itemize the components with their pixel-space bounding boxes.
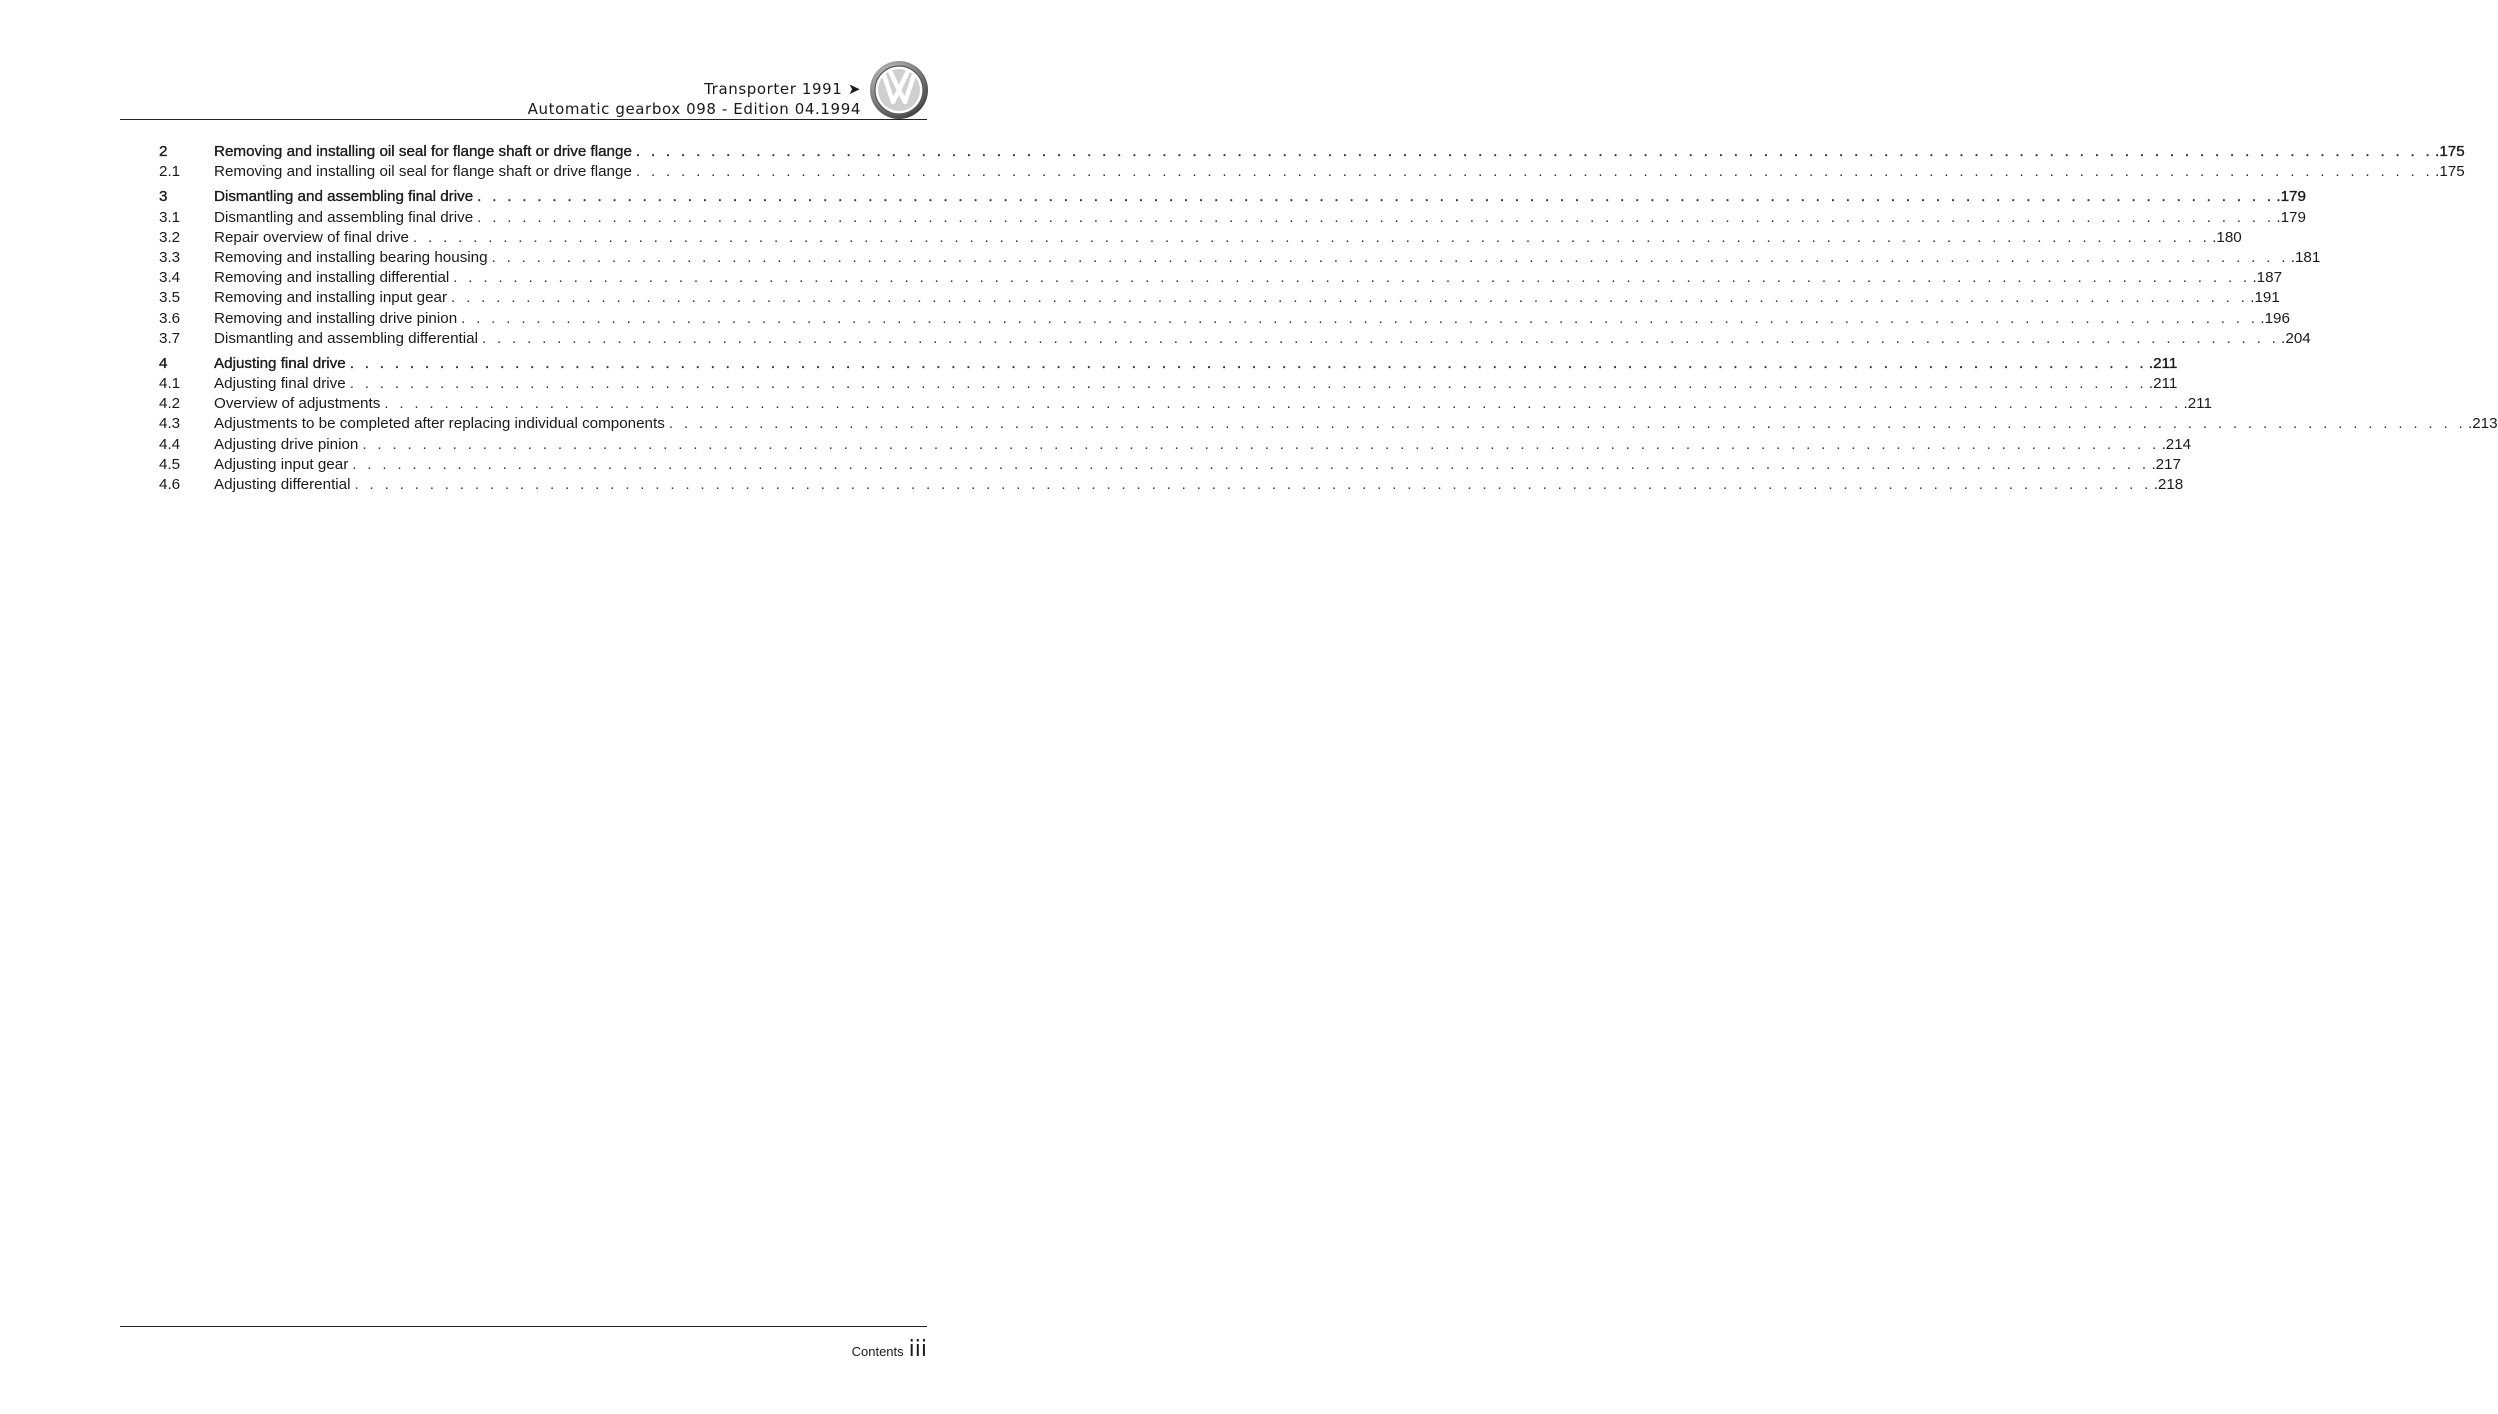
header-model-line: Transporter 1991 ➤: [704, 80, 861, 98]
toc-entry-number: 3.2: [159, 228, 181, 246]
toc-entry-page[interactable]: .187: [2252, 269, 2283, 287]
toc-entry-page[interactable]: .211: [2148, 354, 2178, 372]
toc-entry-number: 4.5: [159, 455, 181, 473]
toc-dot-leader: . . . . . . . . . . . . . . . . . . . . . . . . . . . . . . . . . . . . . . . . . . . . . . . . . . . . . . . . . . . . . . . . . . . . . . . . . . . . . . . . . . . . . . . . . . . . . . . . . . . . . . . . . . . . . . . . . . . . . . . .: [362, 435, 2160, 453]
toc-dot-leader: . . . . . . . . . . . . . . . . . . . . . . . . . . . . . . . . . . . . . . . . . . . . . . . . . . . . . . . . . . . . . . . . . . . . . . . . . . . . . . . . . . . . . . . . . . . . . . . . . . . . . . . . . . . . . . . . . . . . . . . .: [491, 248, 2289, 266]
toc-entry-number: 2.1: [159, 163, 181, 181]
toc-section-entry[interactable]: [159, 455, 2181, 475]
toc-entry-page[interactable]: .217: [2151, 455, 2181, 473]
toc-section-entry[interactable]: [159, 329, 2311, 349]
toc-entry-title[interactable]: Dismantling and assembling final drive: [214, 188, 474, 206]
toc-dot-leader: . . . . . . . . . . . . . . . . . . . . . . . . . . . . . . . . . . . . . . . . . . . . . . . . . . . . . . . . . . . . . . . . . . . . . . . . . . . . . . . . . . . . . . . . . . . . . . . . . . . . . . . . . . . . . . . . . . . . . . . .: [461, 309, 2259, 327]
toc-entry-number: 4.2: [159, 395, 181, 413]
vw-logo-icon: [869, 60, 929, 120]
toc-entry-title[interactable]: Removing and installing oil seal for flange shaft or drive flange: [214, 163, 632, 181]
toc-entry-title[interactable]: Adjusting input gear: [214, 455, 349, 473]
toc-entry-page[interactable]: .179: [2276, 208, 2306, 226]
toc-entry-title[interactable]: Dismantling and assembling final drive: [214, 208, 474, 226]
toc-entry-page[interactable]: .191: [2250, 289, 2280, 307]
toc-section-entry[interactable]: [159, 435, 2192, 455]
toc-entry-page[interactable]: .181: [2290, 248, 2321, 266]
toc-entry-number: 3.5: [159, 289, 181, 307]
toc-entry-page[interactable]: .204: [2281, 329, 2311, 347]
toc-entry-number: 3.3: [159, 248, 181, 266]
toc-section-entry[interactable]: [159, 475, 2184, 495]
toc-dot-leader: . . . . . . . . . . . . . . . . . . . . . . . . . . . . . . . . . . . . . . . . . . . . . . . . . . . . . . . . . . . . . . . . . . . . . . . . . . . . . . . . . . . . . . . . . . . . . . . . . . . . . . . . . . . . . . . . . . . . . . . .: [451, 289, 2249, 307]
toc-entry-number: 3.6: [159, 309, 181, 327]
toc-entry-title[interactable]: Dismantling and assembling differential: [214, 329, 478, 347]
toc-entry-number: 4.6: [159, 476, 181, 493]
toc-entry-page[interactable]: .175: [2435, 163, 2465, 181]
toc-dot-leader: . . . . . . . . . . . . . . . . . . . . . . . . . . . . . . . . . . . . . . . . . . . . . . . . . . . . . . . . . . . . . . . . . . . . . . . . . . . . . . . . . . . . . . . . . . . . . . . . . . . . . . . . . . . . . . . . . . . . . . . .: [635, 163, 2434, 181]
toc-section-entry[interactable]: [159, 208, 2306, 228]
toc-dot-leader: . . . . . . . . . . . . . . . . . . . . . . . . . . . . . . . . . . . . . . . . . . . . . . . . . . . . . . . . . . . . . . . . . . . . . . . . . . . . . . . . . . . . . . . . . . . . . . . . . . . . . . . . . . . . . . . . . . . . . . . .: [384, 395, 2182, 413]
toc-entry-title[interactable]: Adjustments to be completed after replacing individual components: [214, 415, 665, 433]
header-divider: [120, 119, 927, 120]
page-footer: [852, 1337, 927, 1362]
toc-entry-title[interactable]: Removing and installing differential: [214, 269, 450, 287]
toc-entry-title[interactable]: Adjusting final drive: [214, 354, 346, 372]
toc-section-entry[interactable]: [159, 162, 2465, 182]
toc-entry-title[interactable]: Adjusting differential: [214, 476, 351, 493]
toc-dot-leader: . . . . . . . . . . . . . . . . . . . . . . . . . . . . . . . . . . . . . . . . . . . . . . . . . . . . . . . . . . . . . . . . . . . . . . . . . . . . . . . . . . . . . . . . . . . . . . . . . . . . . . . . . . . . . . . . . . . . . . . .: [477, 188, 2275, 206]
toc-entry-page[interactable]: .211: [2148, 375, 2178, 393]
toc-entry-number: 4.3: [159, 415, 181, 433]
toc-dot-leader: . . . . . . . . . . . . . . . . . . . . . . . . . . . . . . . . . . . . . . . . . . . . . . . . . . . . . . . . . . . . . . . . . . . . . . . . . . . . . . . . . . . . . . . . . . . . . . . . . . . . . . . . . . . . . . . . . . . . . . . .: [481, 329, 2280, 347]
header-edition-line: Automatic gearbox 098 - Edition 04.1994: [527, 100, 861, 118]
toc-entry-title[interactable]: Removing and installing input gear: [214, 289, 448, 307]
toc-section-entry[interactable]: [159, 228, 2242, 248]
toc-chapter-entry[interactable]: [159, 142, 2465, 162]
toc-entry-page[interactable]: .180: [2212, 228, 2242, 246]
toc-dot-leader: . . . . . . . . . . . . . . . . . . . . . . . . . . . . . . . . . . . . . . . . . . . . . . . . . . . . . . . . . . . . . . . . . . . . . . . . . . . . . . . . . . . . . . . . . . . . . . . . . . . . . . . . . . . . . . . . . . . . . . . .: [477, 208, 2275, 226]
toc-dot-leader: . . . . . . . . . . . . . . . . . . . . . . . . . . . . . . . . . . . . . . . . . . . . . . . . . . . . . . . . . . . . . . . . . . . . . . . . . . . . . . . . . . . . . . . . . . . . . . . . . . . . . . . . . . . . . . . . . . . . . . . .: [413, 228, 2211, 246]
toc-entry-number: 3.1: [159, 208, 181, 226]
toc-entry-number: 4.4: [159, 435, 181, 453]
toc-entry-title[interactable]: Adjusting drive pinion: [214, 435, 359, 453]
toc-dot-leader: . . . . . . . . . . . . . . . . . . . . . . . . . . . . . . . . . . . . . . . . . . . . . . . . . . . . . . . . . . . . . . . . . . . . . . . . . . . . . . . . . . . . . . . . . . . . . . . . . . . . . . . . . . . . . . . . . . . . . . . .: [453, 269, 2251, 287]
toc-entry-page[interactable]: .218: [2153, 476, 2184, 493]
toc-entry-page[interactable]: .211: [2183, 395, 2212, 413]
toc-entry-number: 3.7: [159, 329, 181, 347]
toc-entry-page[interactable]: .175: [2435, 143, 2465, 160]
footer-section-label: Contents: [851, 1344, 904, 1359]
toc-entry-title[interactable]: Overview of adjustments: [214, 395, 381, 413]
toc-entry-title[interactable]: Removing and installing drive pinion: [214, 309, 458, 327]
toc-entry-page[interactable]: .196: [2260, 309, 2290, 327]
toc-dot-leader: . . . . . . . . . . . . . . . . . . . . . . . . . . . . . . . . . . . . . . . . . . . . . . . . . . . . . . . . . . . . . . . . . . . . . . . . . . . . . . . . . . . . . . . . . . . . . . . . . . . . . . . . . . . . . . . . . . . . . . . .: [349, 375, 2147, 393]
table-of-contents: [159, 142, 2498, 495]
toc-dot-leader: . . . . . . . . . . . . . . . . . . . . . . . . . . . . . . . . . . . . . . . . . . . . . . . . . . . . . . . . . . . . . . . . . . . . . . . . . . . . . . . . . . . . . . . . . . . . . . . . . . . . . . . . . . . . . . . . . . . . . . . .: [349, 354, 2147, 372]
footer-divider: [120, 1326, 927, 1327]
toc-entry-number: 4.1: [159, 375, 181, 393]
toc-dot-leader: . . . . . . . . . . . . . . . . . . . . . . . . . . . . . . . . . . . . . . . . . . . . . . . . . . . . . . . . . . . . . . . . . . . . . . . . . . . . . . . . . . . . . . . . . . . . . . . . . . . . . . . . . . . . . . . . . . . . . . . .: [635, 143, 2434, 160]
toc-dot-leader: . . . . . . . . . . . . . . . . . . . . . . . . . . . . . . . . . . . . . . . . . . . . . . . . . . . . . . . . . . . . . . . . . . . . . . . . . . . . . . . . . . . . . . . . . . . . . . . . . . . . . . . . . . . . . . . . . . . . . . . .: [354, 476, 2152, 493]
toc-dot-leader: . . . . . . . . . . . . . . . . . . . . . . . . . . . . . . . . . . . . . . . . . . . . . . . . . . . . . . . . . . . . . . . . . . . . . . . . . . . . . . . . . . . . . . . . . . . . . . . . . . . . . . . . . . . . . . . . . . . . . . . .: [352, 455, 2150, 473]
toc-section-entry[interactable]: [159, 414, 2498, 434]
toc-entry-number: 3.4: [159, 269, 181, 287]
toc-entry-page[interactable]: .214: [2161, 435, 2192, 453]
toc-dot-leader: . . . . . . . . . . . . . . . . . . . . . . . . . . . . . . . . . . . . . . . . . . . . . . . . . . . . . . . . . . . . . . . . . . . . . . . . . . . . . . . . . . . . . . . . . . . . . . . . . . . . . . . . . . . . . . . . . . . . . . . .: [668, 415, 2467, 433]
toc-section-entry[interactable]: [159, 374, 2178, 394]
toc-entry-title[interactable]: Adjusting final drive: [214, 375, 346, 393]
toc-section-entry[interactable]: [159, 268, 2283, 288]
toc-entry-title[interactable]: Repair overview of final drive: [214, 228, 409, 246]
toc-section-entry[interactable]: [159, 394, 2212, 414]
document-header: [528, 79, 861, 119]
toc-entry-page[interactable]: .213: [2468, 415, 2498, 433]
toc-entry-number: 4: [159, 354, 168, 372]
toc-section-entry[interactable]: [159, 288, 2280, 308]
toc-chapter-entry[interactable]: [159, 354, 2178, 374]
toc-section-entry[interactable]: [159, 309, 2290, 329]
toc-entry-page[interactable]: .179: [2276, 188, 2306, 206]
toc-section-entry[interactable]: [159, 248, 2321, 268]
toc-entry-number: 3: [159, 188, 168, 206]
toc-entry-number: 2: [159, 143, 168, 160]
toc-entry-title[interactable]: Removing and installing oil seal for flange shaft or drive flange: [214, 143, 632, 160]
toc-entry-title[interactable]: Removing and installing bearing housing: [214, 248, 488, 266]
footer-page-number: iii: [908, 1337, 927, 1362]
toc-chapter-entry[interactable]: [159, 187, 2306, 207]
